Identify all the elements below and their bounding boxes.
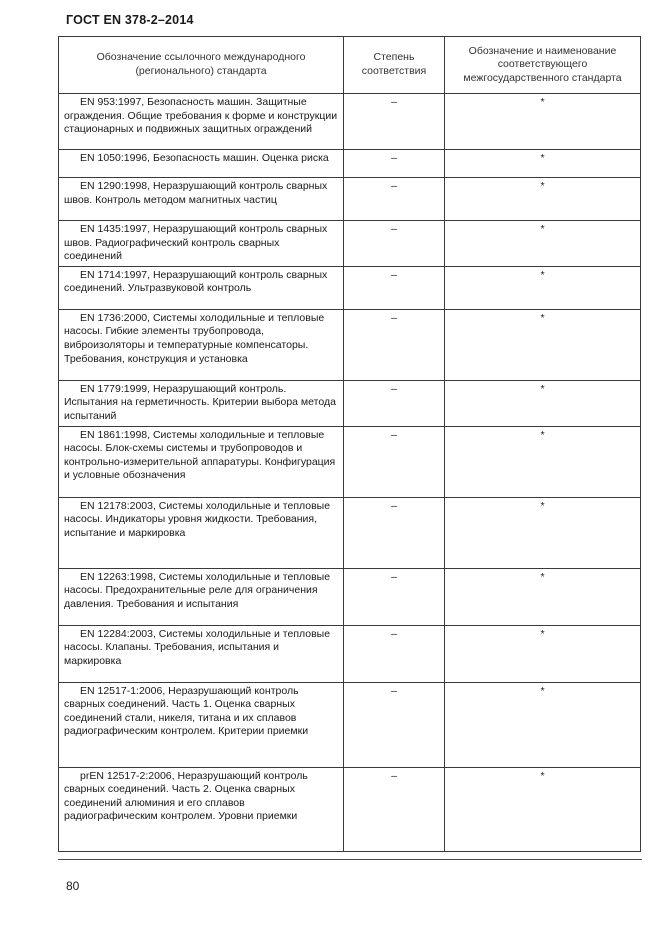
interstate-cell: * xyxy=(445,178,641,221)
reference-cell: prEN 12517-2:2006, Неразрушающий контроль сварных соединений. Часть 2. Оценка сварных соединений алюминия и его сплавов радиографическим контролем. Уровни приемки xyxy=(59,767,344,851)
reference-standards-table xyxy=(58,36,641,852)
reference-cell: EN 1714:1997, Неразрушающий контроль сварных соединений. Ультразвуковой контроль xyxy=(59,266,344,309)
interstate-cell: * xyxy=(445,380,641,426)
reference-cell: EN 12178:2003, Системы холодильные и тепловые насосы. Индикаторы уровня жидкости. Требования, испытание и маркировка xyxy=(59,497,344,568)
interstate-cell: * xyxy=(445,682,641,767)
table-header-row xyxy=(59,37,641,94)
interstate-cell: * xyxy=(445,309,641,380)
table-row xyxy=(59,426,641,497)
reference-cell: EN 12263:1998, Системы холодильные и тепловые насосы. Предохранительные реле для ограничения давления. Требования и испытания xyxy=(59,568,344,625)
interstate-cell: * xyxy=(445,625,641,682)
degree-cell: – xyxy=(344,178,445,221)
reference-cell: EN 1736:2000, Системы холодильные и тепловые насосы. Гибкие элементы трубопровода, виброизоляторы и температурные компенсаторы. Требования, конструкция и установка xyxy=(59,309,344,380)
interstate-cell: * xyxy=(445,266,641,309)
interstate-cell: * xyxy=(445,94,641,150)
table-row xyxy=(59,309,641,380)
footer-divider xyxy=(58,859,642,860)
table-row xyxy=(59,221,641,267)
document-code: ГОСТ EN 378-2–2014 xyxy=(66,13,194,27)
degree-cell: – xyxy=(344,767,445,851)
table-row xyxy=(59,150,641,178)
degree-cell: – xyxy=(344,94,445,150)
degree-cell: – xyxy=(344,309,445,380)
reference-cell: EN 12284:2003, Системы холодильные и тепловые насосы. Клапаны. Требования, испытания и маркировка xyxy=(59,625,344,682)
reference-cell: EN 1435:1997, Неразрушающий контроль сварных швов. Радиографический контроль сварных соединений xyxy=(59,221,344,267)
degree-cell: – xyxy=(344,266,445,309)
reference-cell: EN 953:1997, Безопасность машин. Защитные ограждения. Общие требования к форме и конструкции стационарных и подвижных защитных ограждений xyxy=(59,94,344,150)
degree-cell: – xyxy=(344,380,445,426)
interstate-cell: * xyxy=(445,150,641,178)
table-row xyxy=(59,497,641,568)
degree-cell: – xyxy=(344,497,445,568)
table-row xyxy=(59,767,641,851)
column-header-reference: Обозначение ссылочного международного (регионального) стандарта xyxy=(59,37,344,94)
degree-cell: – xyxy=(344,150,445,178)
reference-cell: EN 1779:1999, Неразрушающий контроль. Испытания на герметичность. Критерии выбора метода испытаний xyxy=(59,380,344,426)
degree-cell: – xyxy=(344,426,445,497)
column-header-interstate: Обозначение и наименование соответствующего межгосударственного стандарта xyxy=(445,37,641,94)
reference-cell: EN 12517-1:2006, Неразрушающий контроль сварных соединений. Часть 1. Оценка сварных соединений стали, никеля, титана и их сплавов радиографическим контролем. Критерии приемки xyxy=(59,682,344,767)
interstate-cell: * xyxy=(445,497,641,568)
degree-cell: – xyxy=(344,625,445,682)
reference-cell: EN 1861:1998, Системы холодильные и тепловые насосы. Блок-схемы системы и трубопроводов и контрольно-измерительной аппаратуры. Конфигурация и условные обозначения xyxy=(59,426,344,497)
interstate-cell: * xyxy=(445,767,641,851)
column-header-degree: Степень соответствия xyxy=(344,37,445,94)
interstate-cell: * xyxy=(445,568,641,625)
table-row xyxy=(59,94,641,150)
degree-cell: – xyxy=(344,221,445,267)
table-row xyxy=(59,266,641,309)
table-row xyxy=(59,625,641,682)
degree-cell: – xyxy=(344,568,445,625)
reference-cell: EN 1050:1996, Безопасность машин. Оценка риска xyxy=(59,150,344,178)
table-row xyxy=(59,568,641,625)
interstate-cell: * xyxy=(445,426,641,497)
table-row xyxy=(59,380,641,426)
table-row xyxy=(59,682,641,767)
reference-cell: EN 1290:1998, Неразрушающий контроль сварных швов. Контроль методом магнитных частиц xyxy=(59,178,344,221)
degree-cell: – xyxy=(344,682,445,767)
table-row xyxy=(59,178,641,221)
interstate-cell: * xyxy=(445,221,641,267)
page-number: 80 xyxy=(66,879,80,893)
